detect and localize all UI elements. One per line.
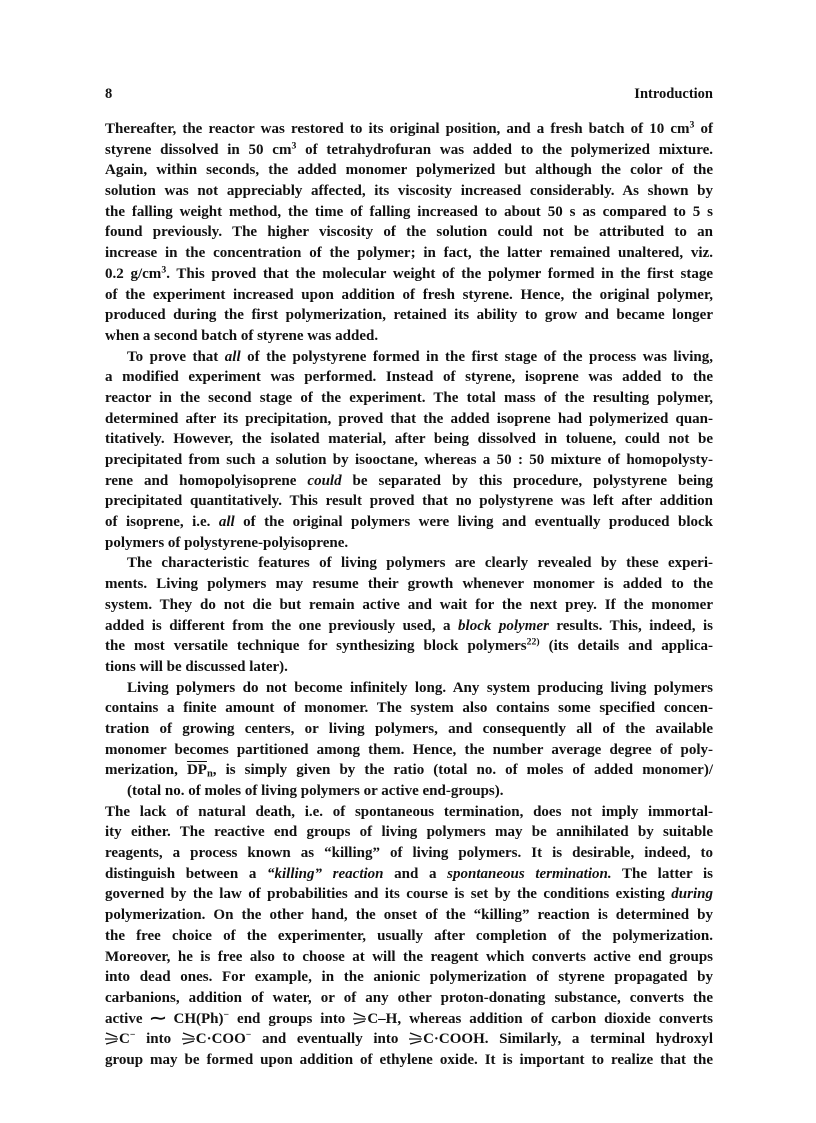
text-line: ity either. The reactive end groups of living polymers may be annihilated by suitable	[105, 824, 713, 841]
text-line: titatively. However, the isolated material, after being dissolved in toluene, could not be	[105, 431, 713, 448]
italic-text: “killing” reaction	[267, 865, 384, 882]
section-title: Introduction	[634, 86, 713, 102]
text-line: contains a finite amount of monomer. The system also contains some specified concen-	[105, 700, 713, 717]
text-segment: and a	[383, 865, 448, 882]
text-line: polymerization. On the other hand, the onset of the “killing” reaction is determined by	[105, 907, 713, 924]
text-segment: Thereafter, the reactor was restored to its original position, and a fresh batch of 10 cm	[105, 121, 690, 137]
text-line: tions will be discussed later).	[105, 658, 288, 675]
text-line: into dead ones. For example, in the anionic polymerization of styrene propagated by	[105, 969, 713, 986]
text-line	[105, 140, 713, 161]
superscript: −	[129, 1029, 136, 1041]
text-segment: C·COOH. Similarly, a terminal hydroxyl	[423, 1031, 713, 1048]
italic-text: could	[307, 472, 342, 489]
text-segment: merization,	[105, 762, 187, 779]
text-segment: C–H, whereas addition of carbon dioxide converts	[367, 1010, 713, 1027]
text-line	[105, 760, 713, 781]
text-line: tration of growing centers, or living polymers, and consequently all of the available	[105, 720, 713, 737]
text-segment: C·COO	[195, 1031, 246, 1048]
text-segment: and eventually into	[251, 1031, 410, 1048]
text-segment: results. This, indeed, is	[548, 617, 713, 634]
text-line: The characteristic features of living polymers are clearly revealed by these experi-	[127, 555, 713, 572]
text-line: precipitated from such a solution by isooctane, whereas a 50 : 50 mixture of homopolysty-	[105, 452, 713, 468]
text-line: (total no. of moles of living polymers or active end-groups).	[127, 783, 504, 799]
text-segment: rene and homopolyisoprene	[105, 472, 308, 489]
text-line	[105, 512, 713, 533]
superscript: 3	[161, 264, 167, 276]
text-segment: of isoprene, i.e.	[105, 514, 219, 531]
text-line	[105, 1029, 713, 1050]
text-segment: 0.2 g/cm	[105, 265, 162, 282]
text-line: a modified experiment was performed. Instead of styrene, isoprene was added to the	[105, 369, 713, 386]
body-text	[105, 119, 713, 1071]
text-line: The lack of natural death, i.e. of spontaneous termination, does not imply immortal-	[105, 803, 713, 820]
text-line: group may be formed upon addition of ethylene oxide. It is important to realize that the	[105, 1051, 713, 1068]
text-line	[105, 864, 713, 885]
text-line	[105, 264, 713, 285]
text-line: Moreover, he is free also to choose at will the reagent which converts active end groups	[105, 948, 713, 965]
text-segment: active ⁓ CH(Ph)	[105, 1010, 224, 1027]
italic-text: block polymer	[458, 617, 549, 634]
text-line	[105, 347, 713, 368]
text-line: Again, within seconds, the added monomer polymerized but although the color of the	[105, 162, 713, 179]
superscript: 3	[689, 119, 695, 131]
superscript: −	[223, 1009, 230, 1021]
text-line	[105, 471, 713, 492]
italic-text: all	[218, 514, 235, 531]
text-segment: be separated by this procedure, polystyrene being	[341, 472, 713, 489]
text-line	[105, 884, 713, 905]
text-segment: added is different from the one previously used, a	[105, 617, 459, 634]
page-number: 8	[105, 86, 113, 102]
text-segment: . This proved that the molecular weight of the polymer formed in the first stage	[166, 265, 714, 282]
text-segment: C	[119, 1031, 130, 1048]
running-header	[105, 86, 713, 103]
text-segment: governed by the law of probabilities and its course is set by the conditions existing	[105, 886, 672, 903]
text-line: produced during the first polymerization, retained its ability to grow and became longer	[105, 307, 713, 324]
text-segment: styrene dissolved in 50 cm	[105, 141, 292, 158]
text-line: reagents, a process known as “killing” of living polymers. It is desirable, indeed, to	[105, 845, 713, 862]
text-segment: the most versatile technique for synthesizing block polymers	[105, 638, 527, 655]
italic-text: spontaneous termination.	[447, 865, 612, 882]
italic-text: during	[671, 886, 713, 903]
text-line: Living polymers do not become infinitely long. Any system producing living polymers	[127, 679, 713, 696]
text-line: found previously. The higher viscosity of the solution could not be attributed to an	[105, 224, 713, 241]
text-line: reactor in the second stage of the experiment. The total mass of the resulting polymer,	[105, 389, 713, 406]
text-line: monomer becomes partitioned among them. Hence, the number average degree of poly-	[105, 741, 713, 758]
text-line: solution was not appreciably affected, its viscosity increased considerably. As shown by	[105, 183, 713, 200]
text-segment: of tetrahydrofuran was added to the polymerized mixture.	[296, 141, 713, 158]
text-line: the free choice of the experimenter, usually after completion of the polymerization.	[105, 927, 713, 944]
text-line: increase in the concentration of the polymer; in fact, the latter remained unaltered, viz.	[105, 245, 713, 262]
superscript: 22)	[526, 636, 540, 648]
text-segment: To prove that	[127, 348, 225, 365]
text-line: ments. Living polymers may resume their growth whenever monomer is added to the	[105, 576, 713, 593]
text-segment: into	[135, 1031, 182, 1048]
text-segment: $\overline{DP}$	[186, 762, 207, 779]
text-line	[105, 119, 713, 140]
text-line	[105, 636, 713, 657]
text-line: precipitated quantitatively. This result proved that no polystyrene was left after addition	[105, 493, 713, 510]
carbon-bonds-icon	[182, 1031, 196, 1045]
carbon-bonds-icon	[353, 1011, 367, 1025]
text-line: the falling weight method, the time of falling increased to about 50 s as compared to 5 s	[105, 203, 713, 220]
text-segment: , is simply given by the ratio (total no. of moles of added monomer)/	[212, 762, 714, 779]
text-line: when a second batch of styrene was added.	[105, 327, 379, 344]
text-line	[105, 1009, 713, 1030]
subscript: n	[206, 768, 213, 780]
text-line: system. They do not die but remain active and wait for the next prey. If the monomer	[105, 596, 713, 613]
text-line: of the experiment increased upon addition of fresh styrene. Hence, the original polymer,	[105, 286, 713, 303]
text-segment: end groups into	[229, 1010, 354, 1027]
text-line: polymers of polystyrene-polyisoprene.	[105, 534, 349, 551]
text-segment: of the polystyrene formed in the first stage of the process was living,	[240, 348, 713, 365]
superscript: 3	[291, 140, 297, 152]
carbon-bonds-icon	[105, 1031, 119, 1045]
text-line: determined after its precipitation, proved that the added isoprene had polymerized quan-	[105, 410, 713, 427]
italic-text: all	[224, 348, 241, 365]
text-segment: distinguish between a	[105, 865, 267, 882]
text-line	[105, 616, 713, 637]
carbon-bonds-icon	[409, 1031, 423, 1045]
text-line: carbanions, addition of water, or of any other proton-donating substance, converts the	[105, 989, 713, 1006]
superscript: −	[245, 1029, 252, 1041]
text-segment: The latter is	[611, 865, 714, 882]
text-segment: of	[694, 121, 714, 137]
text-segment: of the original polymers were living and eventually produced block	[234, 514, 713, 531]
text-segment: (its details and applica-	[539, 638, 713, 655]
